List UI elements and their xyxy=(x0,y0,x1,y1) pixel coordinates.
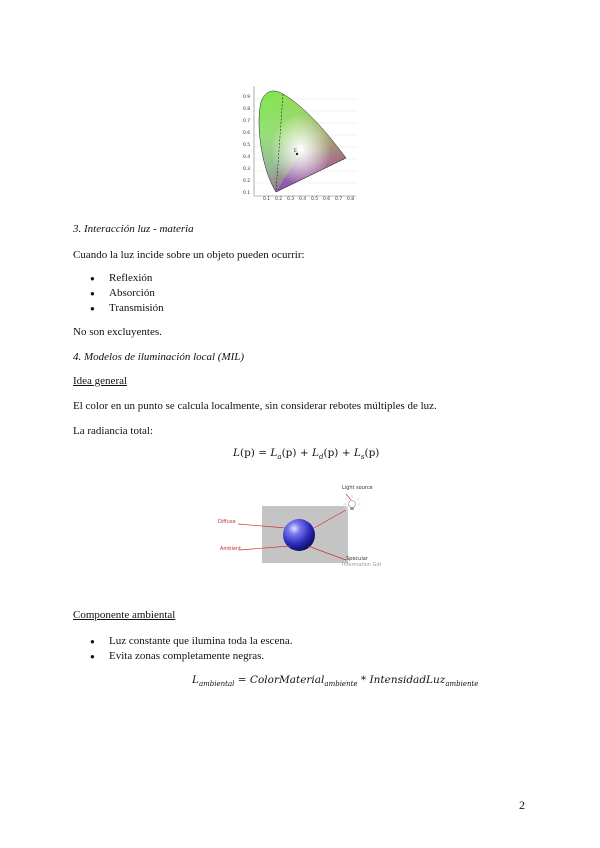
y-tick: 0.5 xyxy=(243,143,251,148)
specular-label: Specular xyxy=(346,556,368,562)
ambient-label: Ambient xyxy=(220,546,242,552)
cie-diagram-svg xyxy=(243,82,358,204)
eq-sub: ambiente xyxy=(445,680,479,688)
y-tick: 0.2 xyxy=(243,179,251,184)
ambient-subheading: Componente ambiental xyxy=(73,609,176,621)
diffuse-label: Diffuse xyxy=(218,519,236,525)
paragraph-radiance: La radiancia total: xyxy=(73,425,154,437)
list-item: ● Reflexión xyxy=(90,271,164,286)
section-4-heading: 4. Modelos de iluminación local (MIL) xyxy=(73,351,245,363)
eq-arg: (p) xyxy=(323,447,339,459)
eq-plus: + xyxy=(341,447,351,459)
light-source-label: Light source xyxy=(342,485,373,491)
section-3-closing: No son excluyentes. xyxy=(73,326,162,338)
eq-sub: ambiente xyxy=(324,680,358,688)
x-tick: 0.4 xyxy=(299,197,307,202)
eq-sub: a xyxy=(277,453,282,461)
eq-plus: + xyxy=(299,447,309,459)
eq-lhs-symbol: L xyxy=(233,447,240,459)
y-tick: 0.3 xyxy=(243,167,251,172)
eq-arg: (p) xyxy=(364,447,380,459)
y-tick: 0.7 xyxy=(243,119,251,124)
list-item: ● Transmisión xyxy=(90,301,164,316)
eq-equals: = xyxy=(258,447,268,459)
y-tick: 0.4 xyxy=(243,155,251,160)
x-tick: 0.8 xyxy=(347,197,355,202)
y-tick: 0.6 xyxy=(243,131,251,136)
idea-general-subheading: Idea general xyxy=(73,375,128,387)
eq-term-ambient: L xyxy=(270,447,278,459)
eq-lhs-arg: (p) xyxy=(239,447,255,459)
x-tick: 0.3 xyxy=(287,197,295,202)
section-3-intro: Cuando la luz incide sobre un objeto pueden ocurrir: xyxy=(73,249,305,261)
interaction-list xyxy=(90,271,164,316)
eq-times: * xyxy=(360,674,367,686)
white-point-label: E xyxy=(294,149,297,154)
radiance-equation xyxy=(233,447,379,461)
x-tick: 0.5 xyxy=(311,197,319,202)
eq-lhs-symbol: L xyxy=(192,674,199,686)
watermark: Information Gid xyxy=(342,562,381,568)
eq-sub: s xyxy=(360,453,365,461)
list-item: ● Evita zonas completamente negras. xyxy=(90,649,293,664)
eq-sub: ambiental xyxy=(198,680,235,688)
illumination-diagram xyxy=(218,480,393,570)
eq-term-diffuse: L xyxy=(312,447,319,459)
y-tick: 0.1 xyxy=(243,191,251,196)
x-tick: 0.2 xyxy=(275,197,283,202)
list-item: ● Absorción xyxy=(90,286,164,301)
ambient-list xyxy=(90,634,293,664)
y-tick: 0.9 xyxy=(243,95,251,100)
eq-term-light: IntensidadLuz xyxy=(369,674,446,686)
eq-term-material: ColorMaterial xyxy=(249,674,325,686)
eq-arg: (p) xyxy=(281,447,297,459)
eq-equals: = xyxy=(237,674,247,686)
x-tick: 0.1 xyxy=(263,197,271,202)
y-tick: 0.8 xyxy=(243,107,251,112)
x-tick: 0.6 xyxy=(323,197,331,202)
ambient-equation xyxy=(192,674,478,688)
cie-chromaticity-diagram xyxy=(243,82,358,204)
section-3-heading: 3. Interacción luz - materia xyxy=(73,223,194,235)
paragraph-local-color: El color en un punto se calcula localmente, sin considerar rebotes múltiples de luz. xyxy=(73,400,437,412)
x-tick: 0.7 xyxy=(335,197,343,202)
eq-sub: d xyxy=(318,453,324,461)
eq-term-specular: L xyxy=(353,447,361,459)
list-item: ● Luz constante que ilumina toda la escena. xyxy=(90,634,293,649)
page-number: 2 xyxy=(519,798,525,812)
